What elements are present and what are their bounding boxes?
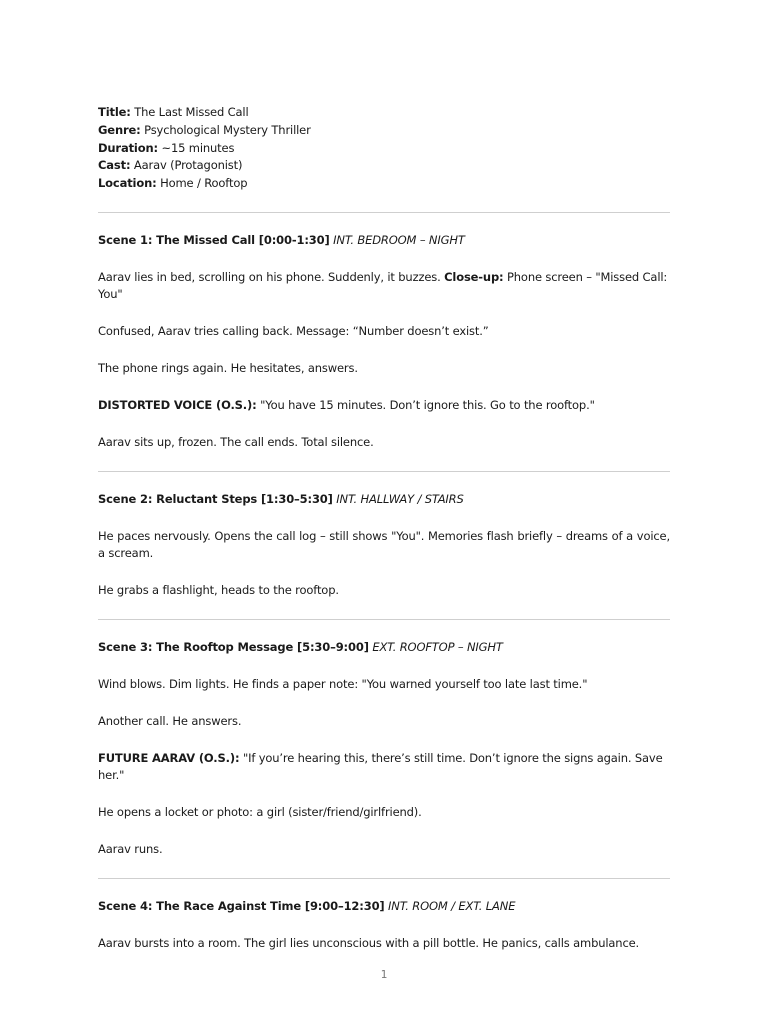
cast-value: Aarav (Protagonist): [130, 158, 243, 173]
cast-label: Cast:: [98, 158, 131, 173]
scene-1-setting: INT. BEDROOM – NIGHT: [329, 232, 465, 247]
title-value: The Last Missed Call: [130, 105, 249, 119]
scene-1-paragraph: The phone rings again. He hesitates, answers.: [98, 360, 358, 375]
scene-3-paragraph: He opens a locket or photo: a girl (sister/friend/girlfriend).: [98, 804, 422, 819]
location-value: Home / Rooftop: [156, 176, 248, 191]
duration-label: Duration:: [98, 140, 158, 155]
location-line: [98, 175, 670, 193]
genre-line: [98, 122, 670, 140]
genre-value: Psychological Mystery Thriller: [140, 122, 311, 137]
scene-2-title: Scene 2: Reluctant Steps [1:30–5:30]: [98, 491, 333, 506]
section-divider: [98, 878, 670, 879]
dialogue-line: "If you’re hearing this, there’s still time. Don’t ignore the signs again. Save her.": [98, 750, 663, 782]
scene-2-paragraph: He grabs a flashlight, heads to the rooftop.: [98, 582, 339, 597]
scene-3-paragraph: Aarav runs.: [98, 841, 163, 856]
scene-2-setting: INT. HALLWAY / STAIRS: [332, 491, 464, 506]
location-label: Location:: [98, 176, 157, 191]
dialogue-speaker: FUTURE AARAV (O.S.):: [98, 750, 240, 765]
scene-3-dialogue: [98, 750, 670, 784]
document-page: [98, 104, 670, 952]
scene-4-setting: INT. ROOM / EXT. LANE: [384, 898, 516, 913]
scene-1-closeup-text: Phone screen – "Missed Call: You": [98, 269, 668, 301]
close-up-label: Close-up:: [444, 269, 504, 284]
scene-4-heading: [98, 898, 670, 915]
page-number: 1: [380, 969, 388, 981]
dialogue-speaker: DISTORTED VOICE (O.S.):: [98, 397, 257, 412]
section-divider: [98, 619, 670, 620]
genre-label: Genre:: [98, 122, 141, 137]
section-divider: [98, 471, 670, 472]
scene-3-title: Scene 3: The Rooftop Message [5:30–9:00]: [98, 639, 369, 654]
scene-1-dialogue: [98, 397, 670, 414]
scene-2-paragraph: He paces nervously. Opens the call log – still shows "You". Memories flash briefly – dreams of a voice, a scream.: [98, 528, 670, 560]
duration-value: ~15 minutes: [157, 140, 235, 155]
duration-line: [98, 140, 670, 158]
scene-3-heading: [98, 639, 670, 656]
cast-line: [98, 157, 670, 175]
dialogue-line: "You have 15 minutes. Don’t ignore this. Go to the rooftop.": [256, 397, 595, 412]
scene-1-heading: [98, 232, 670, 249]
scene-1-action: Aarav lies in bed, scrolling on his phone. Suddenly, it buzzes.: [98, 269, 445, 284]
scene-1-title: Scene 1: The Missed Call [0:00-1:30]: [98, 232, 330, 247]
scene-1-paragraph: Aarav sits up, frozen. The call ends. Total silence.: [98, 434, 374, 449]
scene-3-paragraph: Another call. He answers.: [98, 713, 242, 728]
scene-3-paragraph: Wind blows. Dim lights. He finds a paper note: "You warned yourself too late last time.": [98, 676, 588, 691]
scene-4-paragraph: Aarav bursts into a room. The girl lies unconscious with a pill bottle. He panics, calls ambulance.: [98, 935, 640, 950]
scene-3-setting: EXT. ROOFTOP – NIGHT: [368, 639, 503, 654]
scene-1-paragraph: Confused, Aarav tries calling back. Message: “Number doesn’t exist.”: [98, 323, 489, 338]
title-label: Title:: [98, 105, 131, 119]
scene-4-title: Scene 4: The Race Against Time [9:00–12:30]: [98, 898, 385, 913]
scene-1-paragraph: [98, 269, 670, 303]
title-line: [98, 104, 670, 122]
section-divider: [98, 212, 670, 213]
scene-2-heading: [98, 491, 670, 508]
